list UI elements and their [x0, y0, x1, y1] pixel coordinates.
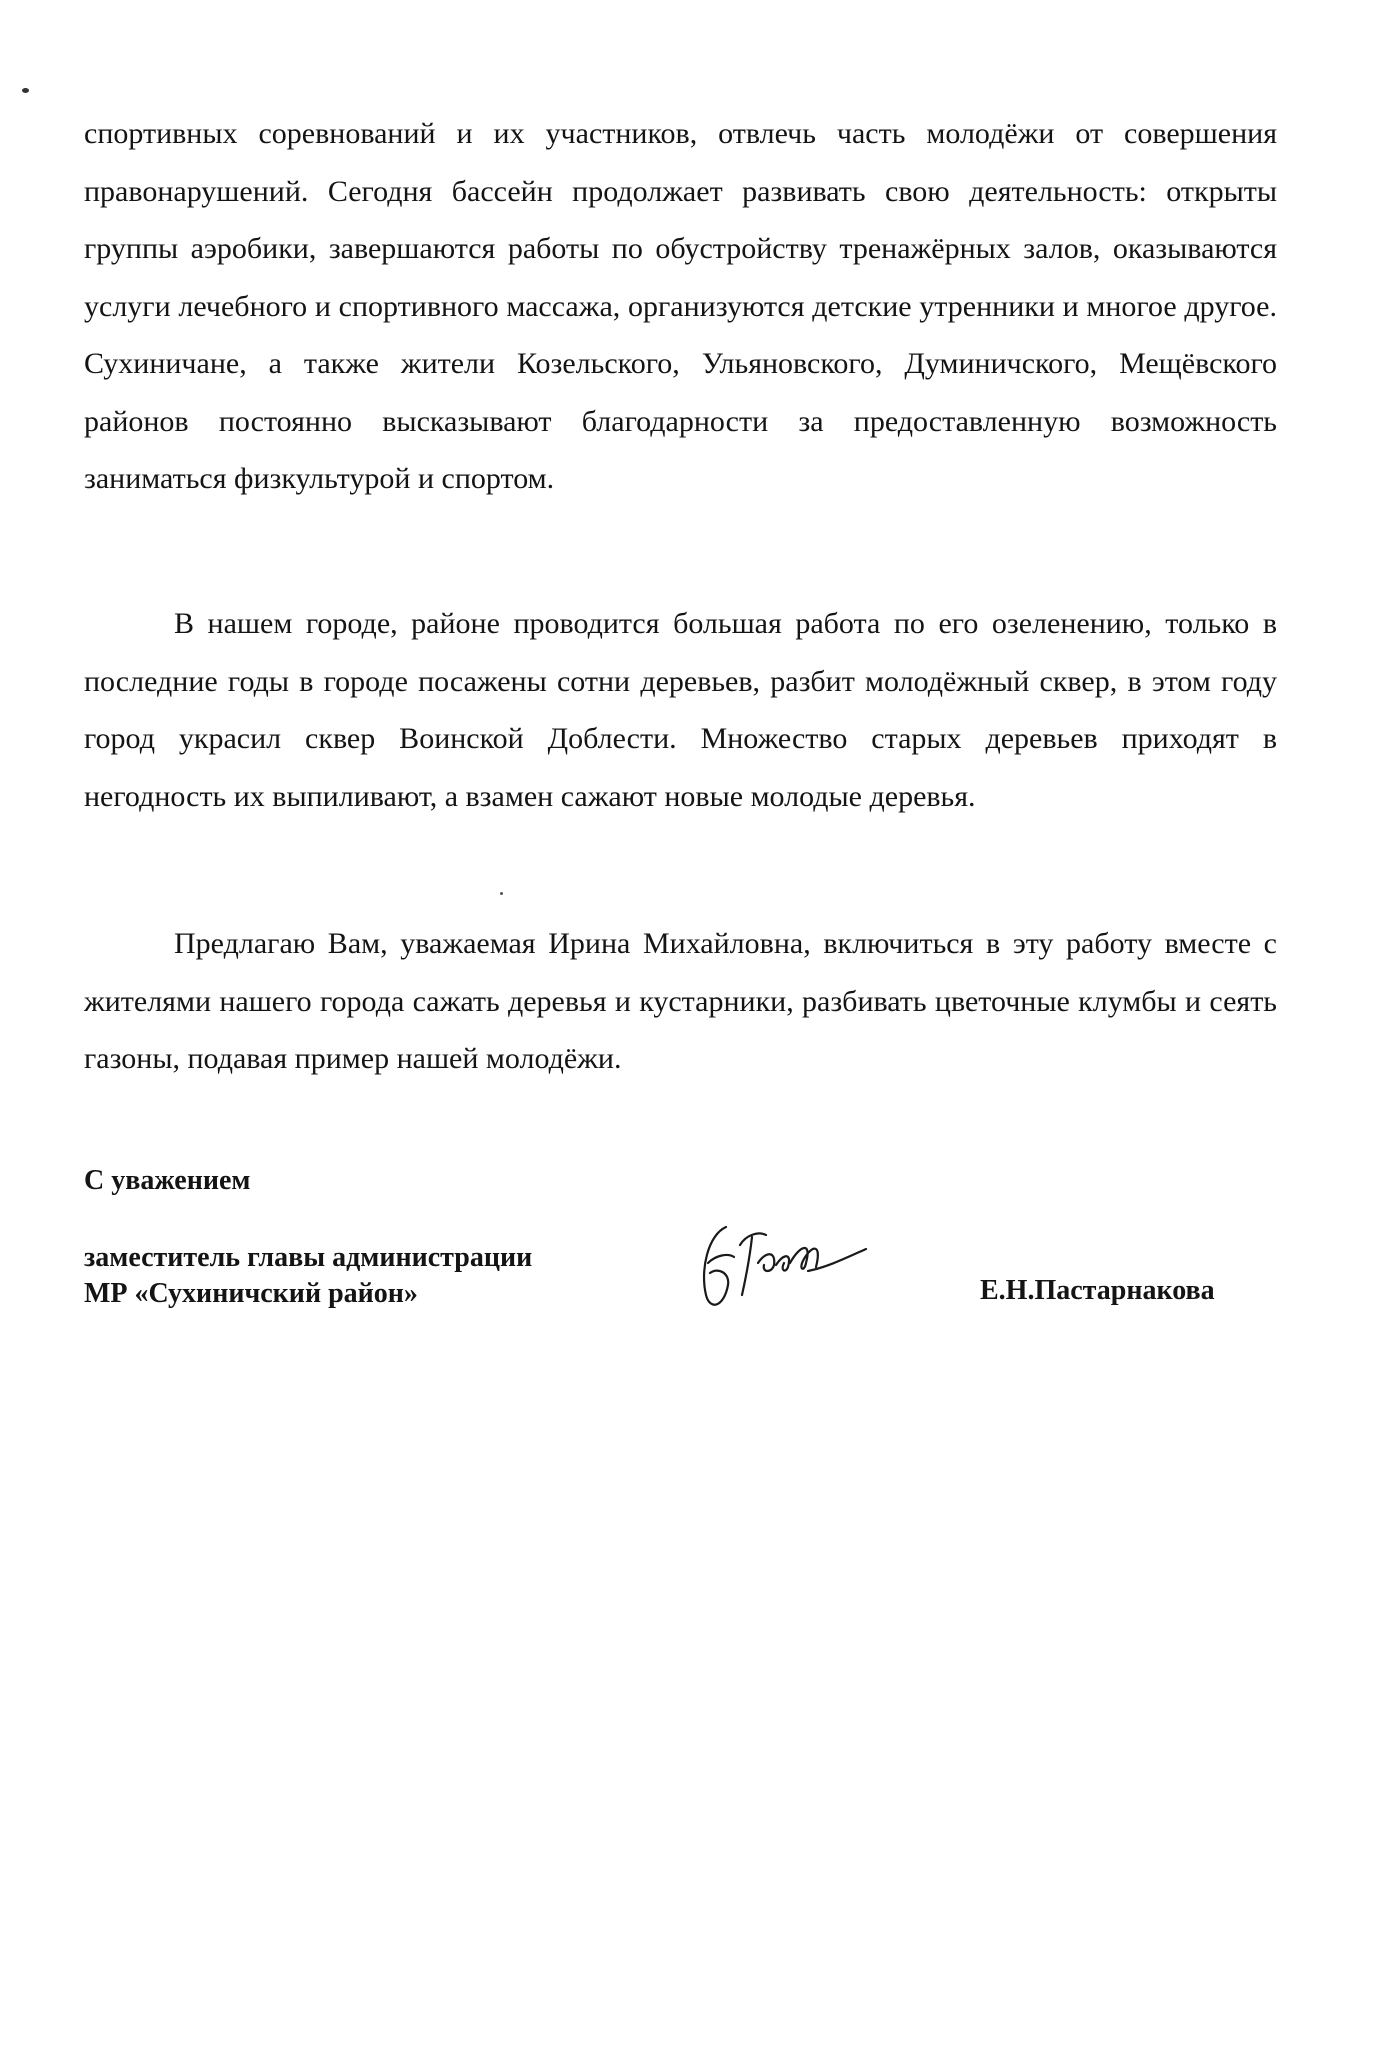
signature-icon [688, 1215, 888, 1325]
signer-position [84, 1240, 532, 1312]
scan-artifact [22, 88, 29, 93]
closing-phrase: С уважением [84, 1165, 251, 1196]
signer-position-line2: МР «Сухиничский район» [84, 1278, 418, 1309]
paragraph-proposal: Предлагаю Вам, уважаемая Ирина Михайловна, включиться в эту работу вместе с жителями нашего города сажать деревья и кустарники, разбивать цветочные клумбы и сеять газоны, подавая пример нашей молодёжи. [84, 927, 1277, 1075]
paragraph-greening: В нашем городе, районе проводится большая работа по его озеленению, только в последние годы в городе посажены сотни деревьев, разбит молодёжный сквер, в этом году город украсил сквер Воинской Доблести. Множество старых деревьев приходят в негодность их выпиливают, а взамен сажают новые молодые деревья. [84, 607, 1277, 813]
signer-position-line1: заместитель главы администрации [84, 1242, 533, 1273]
scan-artifact [500, 892, 503, 895]
paragraph-sports: спортивных соревнований и их участников, отвлечь часть молодёжи от совершения правонарушений. Сегодня бассейн продолжает развивать свою деятельность: открыты группы аэробики, завершаются работы по обустройству тренажёрных залов, оказываются услуги лечебного и спортивного массажа, организуются детские утренники и многое другое. Сухиничане, а также жители Козельского, Ульяновского, Думиничского, Мещёвского районов постоянно высказывают благодарности за предоставленную возможность заниматься физкультурой и спортом. [84, 117, 1277, 495]
signer-name: Е.Н.Пастарнакова [980, 1275, 1215, 1306]
